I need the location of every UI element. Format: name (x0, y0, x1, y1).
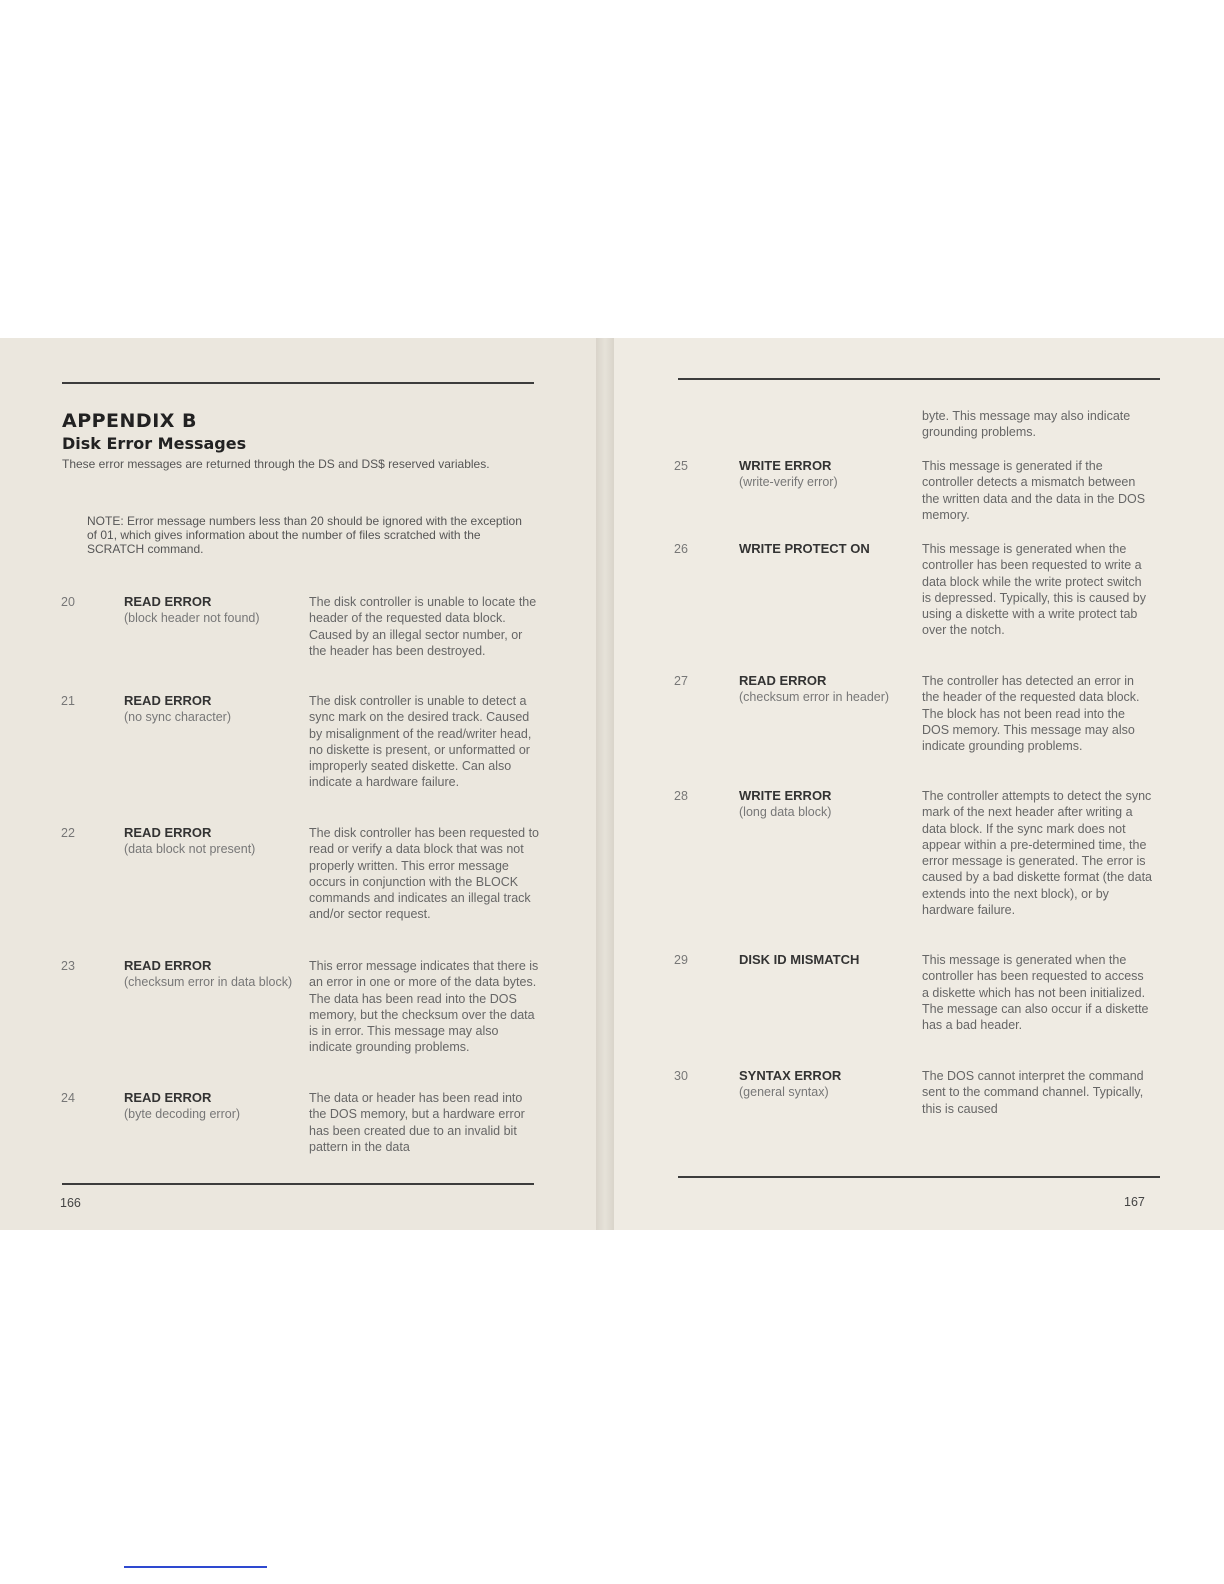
error-name: WRITE PROTECT ON (739, 541, 870, 556)
top-rule (678, 378, 1160, 380)
appendix-title: APPENDIX B (62, 410, 198, 432)
error-entry (61, 594, 541, 704)
error-subtitle: (long data block) (739, 805, 832, 819)
error-name: READ ERROR (124, 958, 212, 973)
error-name: SYNTAX ERROR (739, 1068, 842, 1083)
error-code: 27 (674, 674, 688, 688)
error-entry (61, 958, 541, 1078)
error-description: The disk controller has been requested to read or verify a data block that was not properly written. This error message occurs in conjunction with the BLOCK commands and indicates an illegal track and/or sector request. (309, 826, 539, 922)
error-code: 28 (674, 789, 688, 803)
error-subtitle: (checksum error in data block) (124, 975, 293, 989)
error-code: 22 (61, 826, 75, 840)
error-name: READ ERROR (739, 673, 827, 688)
error-subtitle: (no sync character) (124, 710, 231, 724)
error-subtitle: (byte decoding error) (124, 1107, 241, 1121)
error-code: 24 (61, 1091, 75, 1105)
error-name: DISK ID MISMATCH (739, 952, 860, 967)
page-number: 166 (60, 1196, 81, 1210)
error-code: 30 (674, 1069, 688, 1083)
error-description: This message is generated when the controller has been requested to access a diskette which has not been initialized. The message can also occur if a diskette has a bad header. (922, 953, 1149, 1033)
error-entry (61, 693, 541, 813)
error-name: WRITE ERROR (739, 458, 832, 473)
right-page (614, 338, 1224, 1230)
error-description: The disk controller is unable to locate the header of the requested data block. Caused by an illegal sector number, or the header has been destroyed. (309, 595, 537, 658)
error-entry (674, 541, 1164, 661)
error-subtitle: (checksum error in header) (739, 690, 890, 704)
top-rule (62, 382, 534, 384)
bottom-rule (678, 1176, 1160, 1178)
error-description: The DOS cannot interpret the command sent to the command channel. Typically, this is caused (922, 1069, 1144, 1116)
error-code: 29 (674, 953, 688, 967)
error-entry (674, 458, 1164, 538)
error-name: WRITE ERROR (739, 788, 832, 803)
bottom-rule (62, 1183, 534, 1185)
error-subtitle: (write-verify error) (739, 475, 838, 489)
error-description: This message is generated when the controller has been requested to write a data block while the write protect switch is depressed. Typically, this is caused by using a diskette with a write protect tab over the notch. (922, 542, 1146, 638)
note-text: NOTE: Error message numbers less than 20 should be ignored with the exception of 01, which gives information about the number of files scratched with the SCRATCH command. (87, 514, 522, 556)
error-description: The data or header has been read into the DOS memory, but a hardware error has been created due to an invalid bit pattern in the data (309, 1091, 525, 1154)
error-description: The controller attempts to detect the sync mark of the next header after writing a data block. If the sync mark does not appear within a pre-determined time, the error message is generated. The error is caused by a bad diskette format (the data extends into the next block), or by hardware failure. (922, 789, 1152, 918)
error-entry (674, 673, 1164, 783)
error-description: The controller has detected an error in the header of the requested data block. The block has not been read into the DOS memory. This message may also indicate grounding problems. (922, 674, 1140, 754)
error-name: READ ERROR (124, 693, 212, 708)
error-entry (61, 825, 541, 945)
page-number: 167 (1124, 1195, 1145, 1209)
error-code: 20 (61, 595, 75, 609)
error-entry (674, 788, 1164, 938)
book-spread (0, 338, 1224, 1230)
error-subtitle: (data block not present) (124, 842, 256, 856)
error-name: READ ERROR (124, 825, 212, 840)
continued-entry (674, 408, 1164, 448)
binding-gutter (596, 338, 614, 1230)
error-description: byte. This message may also indicate grounding problems. (922, 409, 1131, 440)
error-code: 23 (61, 959, 75, 973)
appendix-subtitle: Disk Error Messages (62, 434, 247, 453)
error-subtitle: (general syntax) (739, 1085, 829, 1099)
error-description: This message is generated if the controller detects a mismatch between the written data and the data in the DOS memory. (922, 459, 1146, 522)
error-entry (61, 1090, 541, 1170)
intro-text: These error messages are returned through the DS and DS$ reserved variables. (62, 457, 490, 471)
error-name: READ ERROR (124, 594, 212, 609)
error-subtitle: (block header not found) (124, 611, 260, 625)
error-code: 26 (674, 542, 688, 556)
bottom-accent-line (124, 1566, 267, 1568)
error-description: The disk controller is unable to detect a sync mark on the desired track. Caused by misalignment of the read/writer head, no diskette is present, or unformatted or improperly seated diskette. Can also indicate a hardware failure. (309, 694, 532, 790)
left-page (0, 338, 596, 1230)
error-description: This error message indicates that there is an error in one or more of the data bytes. The data has been read into the DOS memory, but the checksum over the data is in error. This message may also indicate grounding problems. (309, 959, 539, 1055)
error-code: 25 (674, 459, 688, 473)
error-entry (674, 1068, 1164, 1128)
error-name: READ ERROR (124, 1090, 212, 1105)
error-code: 21 (61, 694, 75, 708)
error-entry (674, 952, 1164, 1062)
